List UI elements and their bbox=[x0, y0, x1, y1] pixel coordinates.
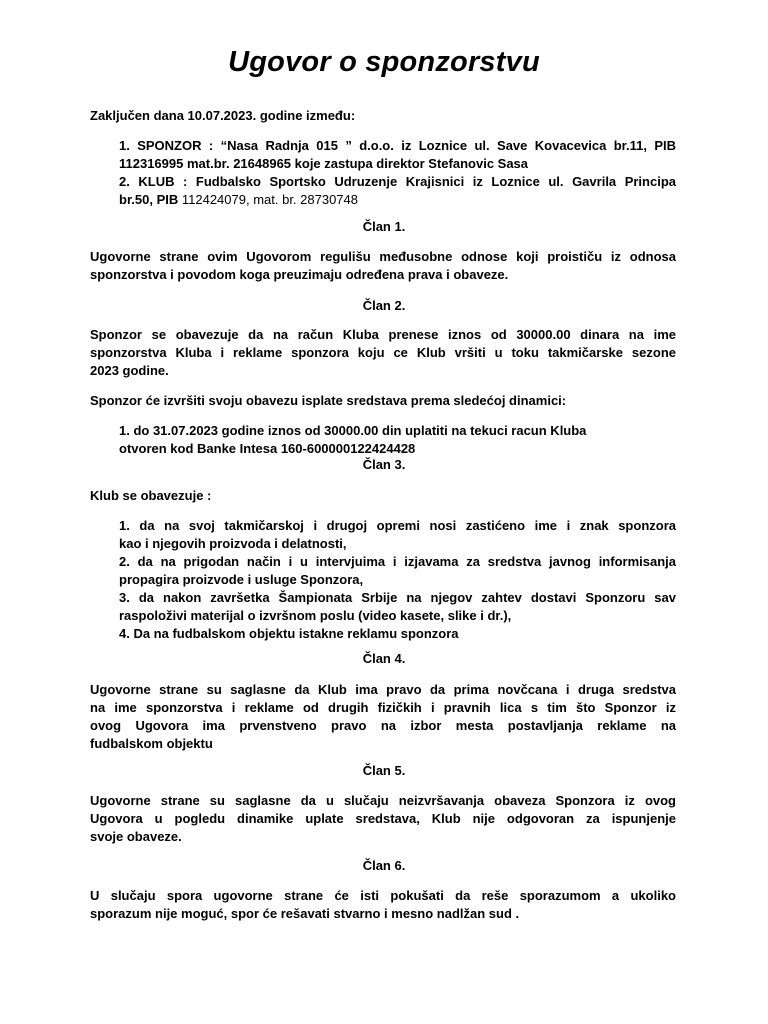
clan-3-list bbox=[119, 517, 676, 643]
clan-5-line-3: svoje obaveze. bbox=[90, 829, 182, 844]
clan-2-text bbox=[90, 326, 676, 380]
clan-6-line-2: sporazum nije moguć, spor će rešavati stvarno i mesno nadlžan sud . bbox=[90, 906, 520, 921]
clan-3-item-3-cont: raspoloživi materijal o izvršnom poslu (video kasete, slike i dr.), bbox=[119, 608, 512, 623]
clan-2-line-2: sponzorstva Kluba i reklame sponzora koju ce Klub vršiti u toku takmičarske sezone bbox=[90, 345, 676, 360]
clan-2-line-3: 2023 godine. bbox=[90, 363, 169, 378]
clan-3-item-3: 3. da nakon završetka Šampionata Srbije na njegov zahtev dostavi Sponzoru sav bbox=[119, 590, 676, 605]
clan-3-intro: Klub se obavezuje : bbox=[90, 488, 212, 503]
payment-line-1: 1. do 31.07.2023 godine iznos od 30000.00 din uplatiti na tekuci racun Kluba bbox=[119, 423, 587, 438]
clan-2-heading: Član 2. bbox=[362, 298, 406, 313]
clan-5-line-1: Ugovorne strane su saglasne da u slučaju neizvršavanja obaveza Sponzora iz ovog bbox=[90, 793, 676, 808]
clan-4-line-2: na ime sponzorstva i reklame od drugih fizičkih i pravnih lica s tim što Sponzor iz bbox=[90, 700, 676, 715]
club-line-1: 2. KLUB : Fudbalsko Sportsko Udruzenje Krajisnici iz Loznice ul. Gavrila Principa bbox=[119, 174, 676, 189]
club-line-2 bbox=[119, 191, 676, 209]
clan-3-item-1-cont: kao i njegovih proizvoda i delatnosti, bbox=[119, 536, 347, 551]
club-pib-label: br.50, PIB bbox=[119, 192, 179, 207]
clan-5-line-2: Ugovora u pogledu dinamike uplate sredstava, Klub nije odgovoran za ispunjenje bbox=[90, 811, 676, 826]
clan-4-line-1: Ugovorne strane su saglasne da Klub ima pravo da prima novčcana i druga sredstva bbox=[90, 682, 676, 697]
clan-1-line-1: Ugovorne strane ovim Ugovorom regulišu međusobne odnose koji proističu iz odnosa bbox=[90, 249, 676, 264]
parties-list bbox=[119, 137, 676, 209]
clan-5-heading: Član 5. bbox=[362, 763, 406, 778]
club-pib-value: 112424079, mat. br. 28730748 bbox=[178, 192, 358, 207]
clan-6-line-1: U slučaju spora ugovorne strane će isti pokušati da reše sporazumom a ukoliko bbox=[90, 888, 676, 903]
document-title: Ugovor o sponzorstvu bbox=[228, 46, 540, 78]
clan-2-dynamics: Sponzor će izvršiti svoju obavezu isplate sredstava prema sledećoj dinamici: bbox=[90, 393, 567, 408]
payment-line-2: otvoren kod Banke Intesa 160-600000122424428 bbox=[119, 441, 416, 456]
clan-6-text bbox=[90, 887, 676, 923]
clan-3-item-2-cont: propagira proizvode i usluge Sponzora, bbox=[119, 572, 364, 587]
clan-5-text bbox=[90, 792, 676, 846]
clan-6-heading: Član 6. bbox=[362, 858, 406, 873]
clan-1-text bbox=[90, 248, 676, 284]
clan-4-line-4: fudbalskom objektu bbox=[90, 736, 213, 751]
clan-3-item-1: 1. da na svoj takmičarskoj i drugoj opremi nosi zastićeno ime i znak sponzora bbox=[119, 518, 676, 533]
clan-1-heading: Član 1. bbox=[362, 219, 406, 234]
intro-text: Zaključen dana 10.07.2023. godine između: bbox=[90, 108, 356, 123]
sponsor-line-2: 112316995 mat.br. 21648965 koje zastupa direktor Stefanovic Sasa bbox=[119, 156, 529, 171]
clan-4-text bbox=[90, 681, 676, 753]
sponsor-line-1: 1. SPONZOR : “Nasa Radnja 015 ” d.o.o. iz Loznice ul. Save Kovacevica br.11, PIB bbox=[119, 138, 676, 153]
clan-1-line-2: sponzorstva i povodom koga preuzimaju određena prava i obaveze. bbox=[90, 267, 509, 282]
clan-2-payment-item bbox=[119, 422, 676, 458]
clan-3-item-4: 4. Da na fudbalskom objektu istakne reklamu sponzora bbox=[119, 626, 459, 641]
clan-4-line-3: ovog Ugovora ima prvenstveno pravo na izbor mesta postavljanja reklame na bbox=[90, 718, 676, 733]
clan-3-item-2: 2. da na prigodan nač​in i u intervjuima i izjavama za sredstva javnog informisanja bbox=[119, 554, 676, 569]
clan-2-line-1: Sponzor se obavezuje da na račun Kluba prenese iznos od 30000.00 dinara na ime bbox=[90, 327, 676, 342]
clan-3-heading: Član 3. bbox=[362, 457, 406, 472]
clan-4-heading: Član 4. bbox=[362, 651, 406, 666]
